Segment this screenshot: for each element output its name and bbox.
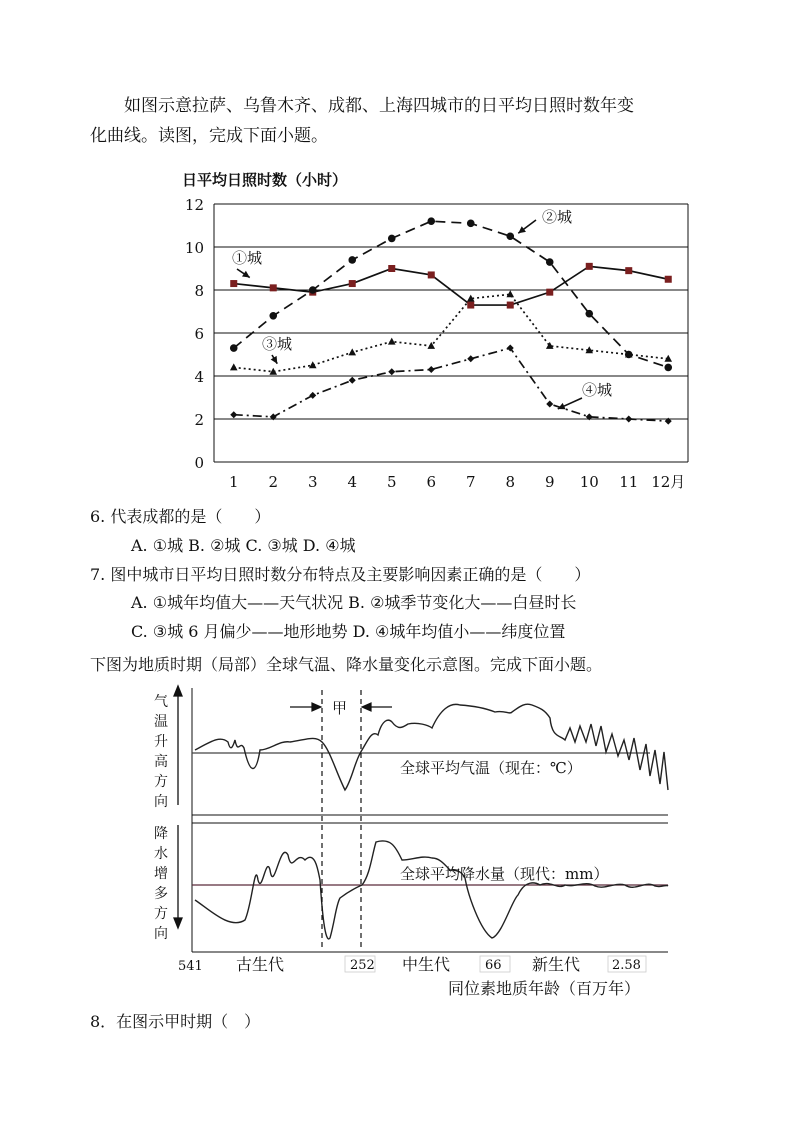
period-jia-lines <box>322 690 361 948</box>
svg-text:多: 多 <box>154 886 168 902</box>
y-tick-label: 12 <box>184 196 204 214</box>
period-jia-label: 甲 <box>332 699 348 717</box>
series-3-point <box>348 348 356 355</box>
series-1-point <box>388 265 395 272</box>
x-tick-label: 1 <box>228 473 239 491</box>
series-1-point <box>546 289 553 296</box>
series-3-point <box>309 361 317 368</box>
axis-arrows <box>174 686 182 928</box>
precip-baseline-label: 全球平均降水量（现代：mm） <box>400 865 609 883</box>
series-label-1: ①城 <box>232 249 263 267</box>
age-label-66: 66 <box>485 958 502 973</box>
series-2-point <box>664 364 672 372</box>
svg-text:升: 升 <box>154 734 168 750</box>
svg-text:降: 降 <box>154 826 168 842</box>
question-7-options-1: A. ①城年均值大——天气状况 B. ②城季节变化大——白昼时长 <box>131 593 577 612</box>
sunshine-hours-chart <box>170 165 700 500</box>
series-line-2 <box>234 221 669 367</box>
series-1-point <box>625 267 632 274</box>
series-2-point <box>388 235 396 243</box>
intro-line-1: 如图示意拉萨、乌鲁木齐、成都、上海四城市的日平均日照时数年变 <box>124 96 634 116</box>
x-tick-label: 8 <box>505 473 516 491</box>
precipitation-curve <box>195 841 668 939</box>
svg-text:温: 温 <box>154 714 168 730</box>
series-4-point <box>230 411 237 418</box>
age-label-541: 541 <box>178 959 203 974</box>
x-tick-label: 12月 <box>651 473 686 491</box>
x-tick-label: 2 <box>268 473 279 491</box>
series-label-2: ②城 <box>542 208 573 226</box>
series-3-point <box>269 368 277 375</box>
svg-text:向: 向 <box>154 926 168 942</box>
chart-title: 日平均日照时数（小时） <box>182 171 348 189</box>
question-8-stem: 8．在图示甲时期（ ） <box>90 1012 261 1031</box>
x-tick-label: 9 <box>544 473 555 491</box>
series-1-point <box>428 271 435 278</box>
series-pointer-head-1 <box>242 271 250 278</box>
question-6-options: A. ①城 B. ②城 C. ③城 D. ④城 <box>131 536 356 555</box>
x-axis-label: 同位素地质年龄（百万年） <box>448 979 641 998</box>
series-4-point <box>428 366 435 373</box>
question-6-stem: 6. 代表成都的是（ ） <box>90 507 271 526</box>
svg-text:增: 增 <box>154 866 168 882</box>
era-label-paleozoic: 古生代 <box>236 955 285 974</box>
era-label-cenozoic: 新生代 <box>532 955 581 974</box>
geologic-climate-chart <box>140 680 700 1005</box>
precip-axis-label <box>154 826 168 942</box>
series-4-point <box>349 377 356 384</box>
series-label-4: ④城 <box>582 381 613 399</box>
series-4-point <box>309 392 316 399</box>
svg-text:向: 向 <box>154 794 168 810</box>
series-2-point <box>269 312 277 320</box>
series-4-point <box>546 400 553 407</box>
temp-baseline-label: 全球平均气温（现在：℃） <box>400 759 582 777</box>
x-tick-label: 4 <box>347 473 358 491</box>
y-tick-label: 0 <box>194 454 204 472</box>
series-3-point <box>388 338 396 345</box>
temp-axis-label <box>154 694 168 810</box>
series-1-point <box>665 276 672 283</box>
svg-text:气: 气 <box>154 694 168 710</box>
series-label-3: ③城 <box>262 335 293 353</box>
series-2-point <box>546 258 554 266</box>
svg-text:水: 水 <box>154 846 168 862</box>
x-tick-label: 3 <box>307 473 318 491</box>
svg-text:方: 方 <box>154 774 168 790</box>
series-4-point <box>388 368 395 375</box>
x-tick-label: 6 <box>426 473 437 491</box>
series-1-point <box>507 302 514 309</box>
svg-text:高: 高 <box>154 754 168 770</box>
series-2-point <box>506 232 514 240</box>
series-1-point <box>586 263 593 270</box>
question-7-options-2: C. ③城 6 月偏少——地形地势 D. ④城年均值小——纬度位置 <box>131 622 566 641</box>
intro-2: 下图为地质时期（局部）全球气温、降水量变化示意图。完成下面小题。 <box>90 655 603 674</box>
y-tick-label: 2 <box>194 411 204 429</box>
series-1-point <box>270 284 277 291</box>
series-2-point <box>309 286 317 294</box>
question-7-stem: 7. 图中城市日平均日照时数分布特点及主要影响因素正确的是（ ） <box>90 565 591 584</box>
series-2-point <box>230 344 238 352</box>
y-tick-label: 6 <box>194 325 204 343</box>
y-tick-label: 10 <box>184 239 204 257</box>
series-2-point <box>585 310 593 318</box>
era-label-mesozoic: 中生代 <box>402 955 451 974</box>
x-tick-label: 7 <box>465 473 476 491</box>
series-2-point <box>427 217 435 225</box>
series-4-point <box>625 416 632 423</box>
series-3-point <box>230 363 238 370</box>
age-label-2-58: 2.58 <box>612 958 641 973</box>
series-4-point <box>467 355 474 362</box>
series-1-point <box>349 280 356 287</box>
y-tick-label: 8 <box>194 282 204 300</box>
svg-text:方: 方 <box>154 906 168 922</box>
temperature-curve <box>195 704 668 790</box>
series-3-point <box>664 355 672 362</box>
y-tick-label: 4 <box>194 368 204 386</box>
chart-frame <box>192 688 668 952</box>
series-2-point <box>467 220 475 228</box>
series-pointer-head-2 <box>518 226 526 233</box>
x-tick-label: 11 <box>619 473 639 491</box>
series-2-point <box>348 256 356 264</box>
age-label-252: 252 <box>350 958 375 973</box>
x-tick-label: 5 <box>386 473 397 491</box>
series-1-point <box>467 302 474 309</box>
series-1-point <box>230 280 237 287</box>
x-tick-label: 10 <box>579 473 599 491</box>
intro-line-2: 化曲线。读图，完成下面小题。 <box>90 126 328 146</box>
